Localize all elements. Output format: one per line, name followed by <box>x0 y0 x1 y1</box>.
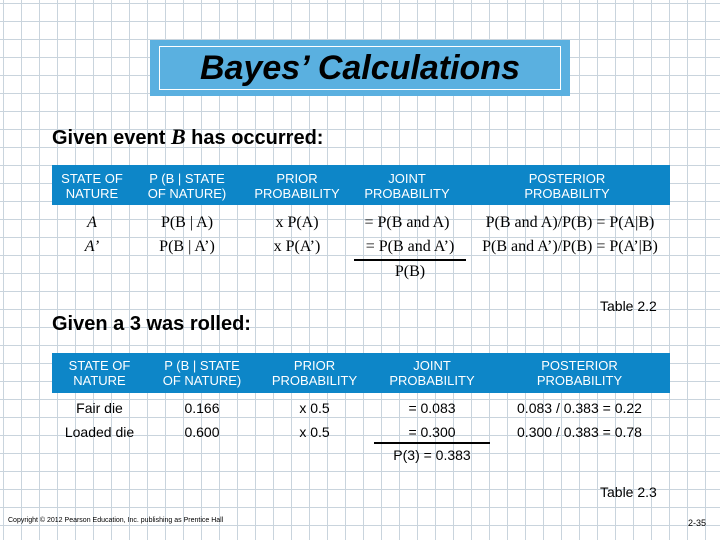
section2-row2-cond: 0.600 <box>184 424 220 440</box>
section2-header-joint: JOINT PROBABILITY <box>389 358 475 388</box>
footer-copyright: Copyright © 2012 Pearson Education, Inc. publishing as Prentice Hall <box>8 517 224 524</box>
section1-heading-prefix: Given event <box>52 127 171 149</box>
section1-header-joint: JOINT PROBABILITY <box>364 171 450 201</box>
section1-row1-cond: P(B | A) <box>160 214 214 231</box>
section1-row2-joint: = P(B and A’) <box>365 238 455 255</box>
section2-total: P(3) = 0.383 <box>393 447 471 463</box>
section1-header-bar <box>52 165 670 205</box>
section2-row2-posterior: 0.300 / 0.383 = 0.78 <box>517 424 642 440</box>
section2-heading: Given a 3 was rolled: <box>52 313 251 335</box>
section1-total: P(B) <box>394 263 426 280</box>
section2-total-rule <box>374 442 490 444</box>
section2-row1-cond: 0.166 <box>184 400 220 416</box>
section1-heading <box>52 124 323 150</box>
section1-row1-state: A <box>87 214 97 231</box>
section1-header-cond: P (B | STATE OF NATURE) <box>147 171 227 201</box>
section2-row2-state: Loaded die <box>64 424 135 440</box>
section2-header-cond: P (B | STATE OF NATURE) <box>162 358 242 388</box>
section1-row1-posterior: P(B and A)/P(B) = P(A|B) <box>485 214 655 231</box>
section2-row1-joint: = 0.083 <box>408 400 456 416</box>
section2-row1-state: Fair die <box>76 400 123 416</box>
section2-row2-joint: = 0.300 <box>408 424 456 440</box>
title-banner <box>150 40 570 96</box>
section1-total-rule <box>354 259 466 261</box>
section1-row1-joint: = P(B and A) <box>364 214 450 231</box>
page-title: Bayes’ Calculations <box>159 46 561 90</box>
section1-heading-var: B <box>170 124 186 149</box>
section2-header-bar <box>52 353 670 393</box>
section2-header-state: STATE OF NATURE <box>68 358 131 388</box>
section1-header-posterior: POSTERIOR PROBABILITY <box>524 171 610 201</box>
section1-row2-state: A’ <box>84 238 100 255</box>
section1-row2-prior: x P(A’) <box>273 238 321 255</box>
section2-row1-prior: x 0.5 <box>299 400 330 416</box>
section2-row1-posterior: 0.083 / 0.383 = 0.22 <box>517 400 642 416</box>
section1-header-state: STATE OF NATURE <box>61 171 123 201</box>
section2-header-posterior: POSTERIOR PROBABILITY <box>536 358 623 388</box>
section1-row1-prior: x P(A) <box>275 214 319 231</box>
section2-header-prior: PRIOR PROBABILITY <box>271 358 358 388</box>
section1-table-label: Table 2.2 <box>600 298 657 314</box>
section1-row2-posterior: P(B and A’)/P(B) = P(A’|B) <box>482 238 658 255</box>
section1-header-prior: PRIOR PROBABILITY <box>254 171 340 201</box>
section2-table-label: Table 2.3 <box>600 484 657 500</box>
page-number: 2-35 <box>688 518 707 528</box>
section1-heading-suffix: has occurred: <box>185 127 324 149</box>
section1-row2-cond: P(B | A’) <box>159 238 215 255</box>
section2-row2-prior: x 0.5 <box>299 424 330 440</box>
